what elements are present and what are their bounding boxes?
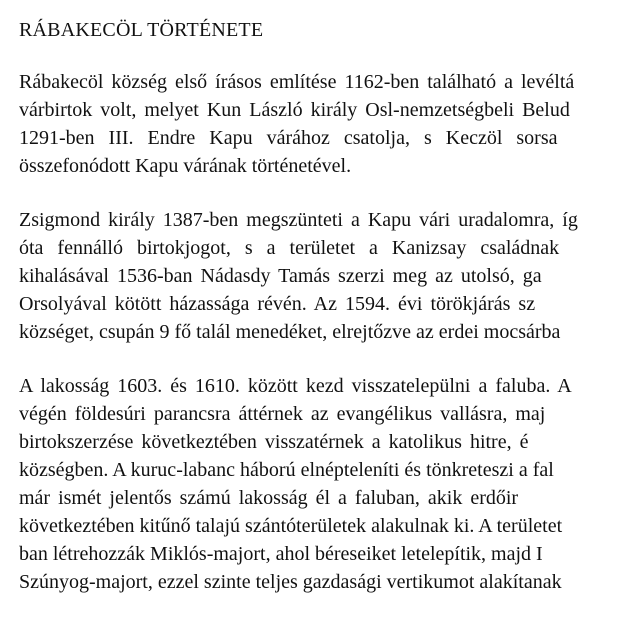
paragraph-3-line-3: birtokszerzése következtében visszatérnek a katolikus hitre, é [19,431,529,453]
paragraph-3-line-5: már ismét jelentős számú lakosság él a faluban, akik erdőir [19,487,519,509]
paragraph-3-line-7: ban létrehozzák Miklós-majort, ahol béreseiket letelepítik, majd I [19,543,543,565]
paragraph-3-line-4: községben. A kuruc-labanc háború elnépteleníti és tönkreteszi a fal [19,459,554,481]
paragraph-3-line-2: végén földesúri parancsra áttérnek az evangélikus vallásra, maj [19,403,546,425]
paragraph-1-line-4: összefonódott Kapu várának történetével. [19,155,352,177]
paragraph-2-line-2: óta fennálló birtokjogot, s a területet a Kanizsay családnak [19,237,560,259]
paragraph-3-line-1: A lakosság 1603. és 1610. között kezd visszatelepülni a faluba. A [19,375,572,397]
paragraph-1-line-1: Rábakecöl község első írásos említése 1162-ben található a levéltá [19,71,575,93]
paragraph-2-line-5: községet, csupán 9 fő talál menedéket, elrejtőzve az erdei mocsárba [19,321,561,343]
paragraph-2-line-4: Orsolyával kötött házassága révén. Az 1594. évi törökjárás sz [19,293,536,315]
paragraph-2-line-3: kihalásával 1536-ban Nádasdy Tamás szerzi meg az utolsó, ga [19,265,542,287]
paragraph-3-line-8: Szúnyog-majort, ezzel szinte teljes gazdasági vertikumot alakítanak [19,571,562,593]
paragraph-1-line-3: 1291-ben III. Endre Kapu várához csatolja, s Keczöl sorsa [19,127,558,149]
paragraph-3-line-6: következtében kitűnő talajú szántóterületek alakulnak ki. A területet [19,515,563,537]
paragraph-2-line-1: Zsigmond király 1387-ben megszünteti a Kapu vári uradalomra, íg [19,209,578,231]
paragraph-1-line-2: várbirtok volt, melyet Kun László király Osl-nemzetségbeli Belud [19,99,570,121]
page-title: RÁBAKECÖL TÖRTÉNETE [19,19,264,41]
